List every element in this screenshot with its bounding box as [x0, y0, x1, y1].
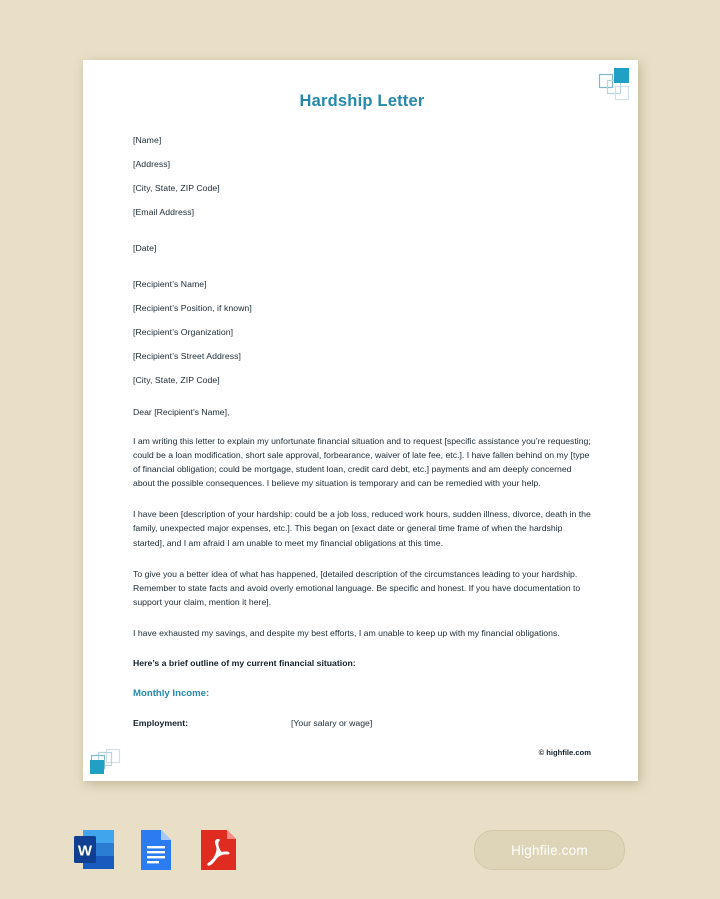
brand-button-label: Highfile.com [511, 842, 588, 858]
employment-label: Employment: [133, 718, 189, 729]
employment-value: [Your salary or wage] [291, 718, 373, 729]
document-content [133, 60, 591, 781]
download-format-bar [0, 806, 720, 899]
financial-row-employment [133, 699, 591, 728]
corner-squares-decoration-top-right [598, 66, 632, 100]
sender-name-field: [Name] [133, 135, 162, 145]
monthly-income-heading: Monthly Income: [133, 688, 210, 700]
recipient-street-address-field: [Recipient’s Street Address] [133, 351, 241, 361]
page-title: Hardship Letter [299, 92, 425, 110]
financial-outline-intro: Here’s a brief outline of my current financial situation: [133, 658, 356, 669]
google-docs-icon[interactable] [132, 826, 180, 874]
recipient-city-state-zip-field: [City, State, ZIP Code] [133, 375, 220, 385]
body-paragraph-3: To give you a better idea of what has happened, [detailed description of the circumstances leading to your hardship. Remember to state facts and avoid overly emotional language. Be specific and honest. If you have documentation to support your claim, mention it here]. [133, 568, 581, 607]
recipient-position-field: [Recipient’s Position, if known] [133, 303, 252, 313]
sender-email-field: [Email Address] [133, 207, 195, 217]
date-field: [Date] [133, 243, 157, 253]
document-page [83, 60, 638, 781]
recipient-organization-field: [Recipient’s Organization] [133, 327, 234, 337]
highfile-brand-button[interactable] [474, 830, 625, 870]
word-doc-icon[interactable] [70, 826, 118, 874]
copyright-notice: © highfile.com [538, 748, 591, 757]
pdf-icon[interactable] [194, 826, 242, 874]
body-paragraph-4: I have exhausted my savings, and despite my best efforts, I am unable to keep up with my financial obligations. [133, 627, 560, 638]
sender-address-field: [Address] [133, 159, 171, 169]
body-paragraph-2: I have been [description of your hardship: could be a job loss, reduced work hours, sudden illness, divorce, death in the family, unexpected major expenses, etc.]. This began on [exact date or general time frame of when the hardship started], and I am afraid I am unable to meet my financial obligations at this time. [133, 509, 591, 548]
salutation-line: Dear [Recipient’s Name], [133, 407, 230, 417]
svg-text:W: W [77, 842, 93, 860]
corner-squares-decoration-bottom-left [87, 743, 121, 777]
body-paragraph-1: I am writing this letter to explain my unfortunate financial situation and to request [specific assistance you’re requesting; could be a loan modification, short sale approval, forbearance, waiver of late fee, etc.]. I have fallen behind on my [type of financial obligation; could be mortgage, student loan, credit card debt, etc.] payments and am deeply concerned about the possible consequences. I believe my situation is temporary and can be remedied with your help. [133, 436, 591, 489]
sender-city-state-zip-field: [City, State, ZIP Code] [133, 183, 220, 193]
format-icon-group [70, 826, 242, 874]
recipient-name-field: [Recipient’s Name] [133, 279, 207, 289]
